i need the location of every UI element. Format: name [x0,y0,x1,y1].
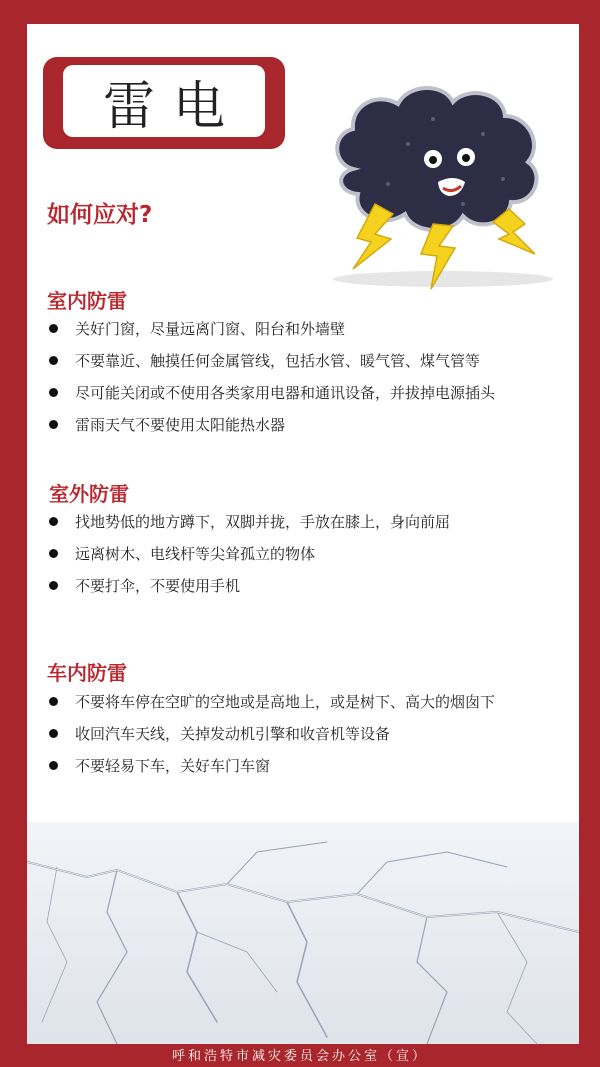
cloud-icon [337,88,536,230]
list-item: 尽可能关闭或不使用各类家用电器和通讯设备，并拔掉电源插头 [45,378,565,408]
section-heading-in-car: 车内防雷 [47,661,127,685]
list-item: 不要轻易下车，关好车门车窗 [45,751,565,781]
indoor-list [45,314,565,442]
title-badge [43,57,285,149]
thundercloud-illustration [313,74,573,294]
bullet-icon [49,581,58,590]
list-item: 找地势低的地方蹲下，双脚并拢，手放在膝上，身向前屈 [45,507,565,537]
list-item: 关好门窗，尽量远离门窗、阳台和外墙壁 [45,314,565,344]
list-item: 不要打伞，不要使用手机 [45,571,565,601]
subtitle: 如何应对? [47,202,153,228]
list-item: 远离树木、电线杆等尖耸孤立的物体 [45,539,565,569]
outdoor-list [45,507,565,603]
in-car-list [45,687,565,783]
footer-credit: 呼和浩特市减灾委员会办公室（宣） [171,1049,428,1064]
poster [27,24,579,1044]
bullet-icon [49,420,58,429]
list-item: 雷雨天气不要使用太阳能热水器 [45,410,565,440]
bullet-icon [49,761,58,770]
lightning-background [27,822,579,1044]
bullet-icon [49,549,58,558]
section-heading-outdoor: 室外防雷 [49,482,129,506]
bullet-icon [49,517,58,526]
bullet-icon [49,356,58,365]
bullet-icon [49,388,58,397]
page-title [63,65,265,137]
list-item: 不要将车停在空旷的空地或是高地上，或是树下、高大的烟囱下 [45,687,565,717]
section-heading-indoor: 室内防雷 [47,289,127,313]
list-item: 收回汽车天线，关掉发动机引擎和收音机等设备 [45,719,565,749]
page-title-text: 雷电 [102,76,243,137]
bullet-icon [49,324,58,333]
list-item: 不要靠近、触摸任何金属管线，包括水管、暖气管、煤气管等 [45,346,565,376]
bullet-icon [49,697,58,706]
bullet-icon [49,729,58,738]
